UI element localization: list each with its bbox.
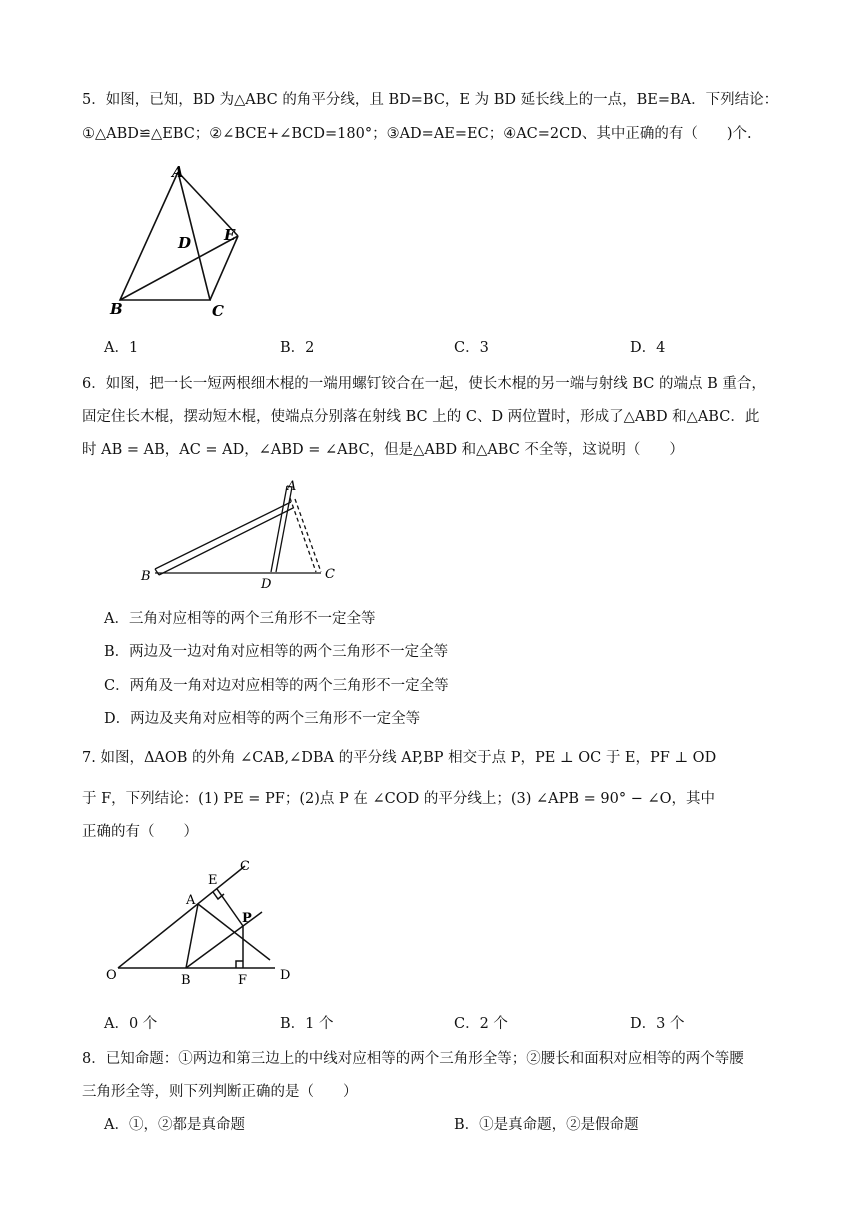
q6-stem-line3: 时 AB = AB，AC = AD，∠ABD = ∠ABC，但是△ABD 和△ABC 不全等，这说明（ ） bbox=[82, 442, 684, 458]
q7-label-p: P bbox=[242, 911, 252, 926]
q6-option-d[interactable]: D．两边及夹角对应相等的两个三角形不一定全等 bbox=[104, 711, 421, 727]
q6-option-a[interactable]: A．三角对应相等的两个三角形不一定全等 bbox=[104, 611, 376, 627]
q6-label-d: D bbox=[261, 577, 272, 590]
q5-stem-line2: ①△ABD≌△EBC；②∠BCE+∠BCD=180°；③AD=AE=EC；④AC=2CD、其中正确的有（ )个. bbox=[82, 126, 752, 142]
q6-option-c[interactable]: C．两角及一角对边对应相等的两个三角形不一定全等 bbox=[104, 678, 449, 694]
q7-option-d[interactable]: D．3 个 bbox=[630, 1016, 685, 1032]
q8-option-a[interactable]: A．①，②都是真命题 bbox=[104, 1117, 245, 1133]
q6-figure bbox=[135, 472, 350, 590]
q5-label-c: C bbox=[212, 302, 224, 320]
q5-option-c[interactable]: C．3 bbox=[454, 340, 489, 356]
q5-option-d[interactable]: D．4 bbox=[630, 340, 666, 356]
q7-option-a[interactable]: A．0 个 bbox=[104, 1016, 158, 1032]
q6-stem-line1: 6．如图，把一长一短两根细木棍的一端用螺钉铰合在一起，使长木棍的另一端与射线 BC 的端点 B 重合， bbox=[82, 376, 766, 392]
q6-label-c: C bbox=[325, 567, 335, 582]
q5-figure bbox=[100, 160, 260, 325]
q7-label-f: F bbox=[238, 973, 248, 988]
q5-option-a[interactable]: A．1 bbox=[104, 340, 139, 356]
q6-label-a: A bbox=[287, 479, 297, 494]
q7-stem-line3: 正确的有（ ） bbox=[82, 824, 198, 840]
q5-label-b: B bbox=[110, 300, 123, 318]
q5-label-d: D bbox=[178, 234, 192, 252]
q7-label-e: E bbox=[208, 873, 218, 888]
q8-option-b[interactable]: B．①是真命题，②是假命题 bbox=[454, 1117, 639, 1133]
q5-option-b[interactable]: B．2 bbox=[280, 340, 315, 356]
q7-label-a: A bbox=[186, 893, 196, 908]
q6-label-b: B bbox=[141, 569, 151, 584]
q7-label-o: O bbox=[106, 968, 117, 983]
q7-label-c: C bbox=[240, 859, 250, 874]
q5-stem-line1: 5．如图，已知，BD 为△ABC 的角平分线，且 BD=BC，E 为 BD 延长线上的一点，BE=BA．下列结论： bbox=[82, 92, 779, 108]
q7-option-b[interactable]: B．1 个 bbox=[280, 1016, 334, 1032]
q6-stem-line2: 固定住长木棍，摆动短木棍，使端点分别落在射线 BC 上的 C、D 两位置时，形成了△ABD 和△ABC．此 bbox=[82, 409, 760, 425]
q7-label-d: D bbox=[280, 968, 291, 983]
q7-figure bbox=[100, 852, 300, 1002]
q8-stem-line1: 8．已知命题：①两边和第三边上的中线对应相等的两个三角形全等；②腰长和面积对应相等的两个等腰 bbox=[82, 1051, 744, 1067]
q8-stem-line2: 三角形全等，则下列判断正确的是（ ） bbox=[82, 1084, 358, 1100]
q5-label-a: A bbox=[172, 163, 184, 181]
q7-stem-line2: 于 F，下列结论：(1) PE = PF；(2)点 P 在 ∠COD 的平分线上；(3) ∠APB = 90° − ∠O，其中 bbox=[82, 791, 715, 807]
q7-stem-line1: 7. 如图，ΔAOB 的外角 ∠CAB,∠DBA 的平分线 AP,BP 相交于点 P，PE ⊥ OC 于 E，PF ⊥ OD bbox=[82, 750, 717, 766]
q7-option-c[interactable]: C．2 个 bbox=[454, 1016, 508, 1032]
q6-option-b[interactable]: B．两边及一边对角对应相等的两个三角形不一定全等 bbox=[104, 644, 449, 660]
q5-label-e: E bbox=[224, 226, 236, 244]
q7-label-b: B bbox=[181, 973, 191, 988]
